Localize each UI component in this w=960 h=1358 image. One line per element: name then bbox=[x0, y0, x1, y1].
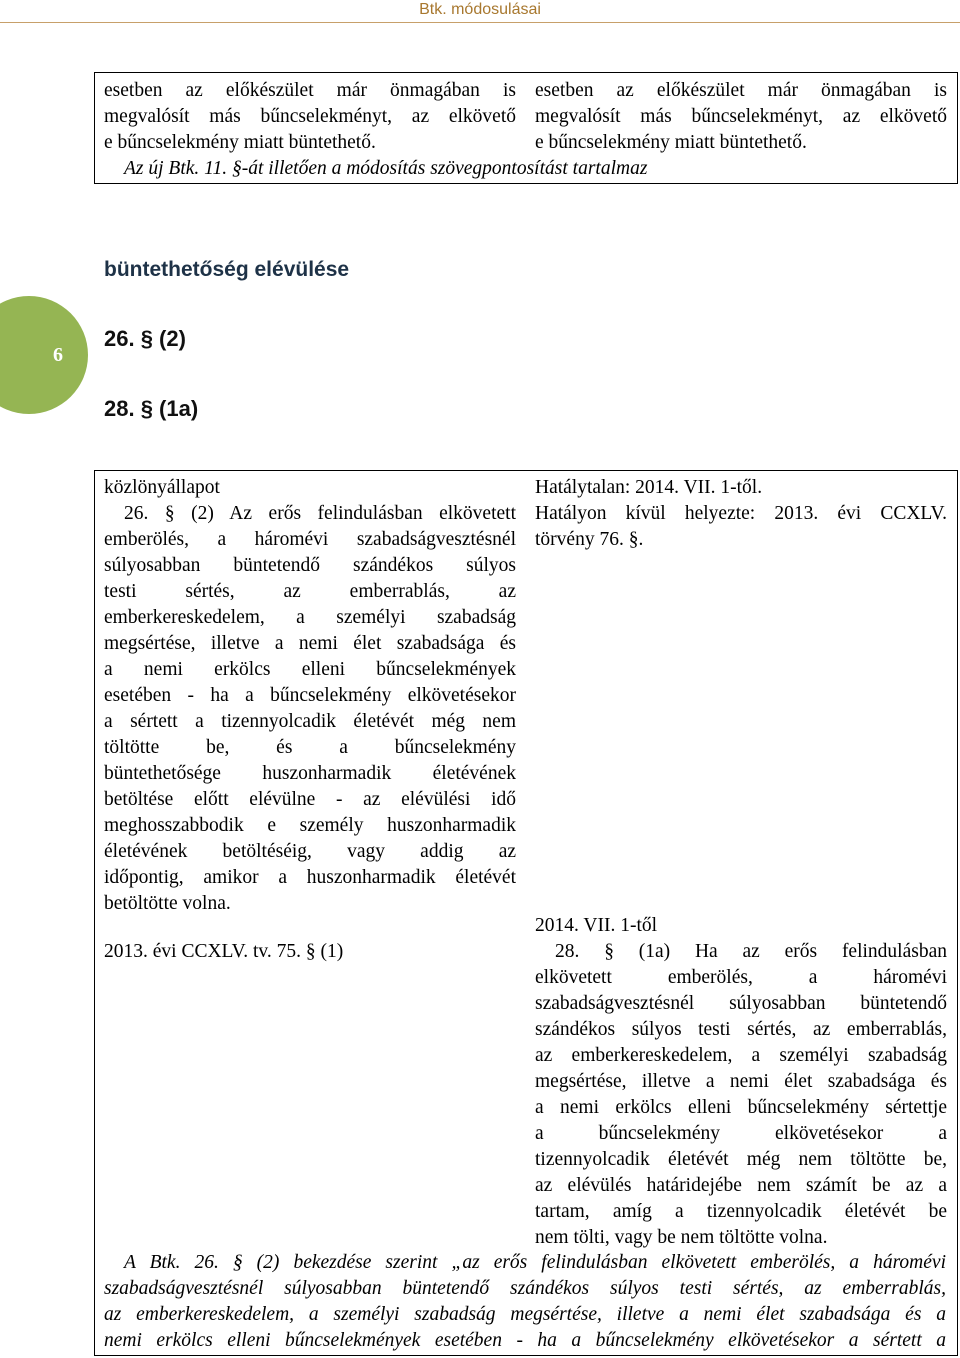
text-line: szabadságvesztésnél súlyosabban büntetendő bbox=[535, 993, 947, 1014]
text-line: a nemi erkölcs elleni bűncselekmények bbox=[104, 659, 516, 680]
text-line: megsértése, illetve a nemi élet szabadsága és bbox=[535, 1071, 947, 1092]
text-line: nem tölti, vagy be nem töltötte volna. bbox=[535, 1227, 828, 1248]
text-line: 28. § (1a) Ha az erős felindulásban bbox=[555, 941, 947, 962]
old-law-label: közlönyállapot bbox=[104, 477, 220, 498]
text-line: töltötte be, és a bűncselekmény bbox=[104, 737, 516, 758]
text-line: meghosszabbodik e személy huszonharmadik bbox=[104, 815, 516, 836]
commentary-note bbox=[104, 1250, 946, 1354]
section-ref-28: 28. § (1a) bbox=[104, 396, 199, 421]
text-line: az emberkereskedelem, a személyi szabadság megsértése, illetve a nemi élet szabadsága és a bbox=[104, 1304, 946, 1325]
text-line: emberölés, a háromévi szabadságvesztésnél bbox=[104, 529, 516, 550]
text-line: szándékos súlyos testi sértés, az emberrablás, bbox=[535, 1019, 947, 1040]
text-line: a sértett a tizennyolcadik életévét még nem bbox=[104, 711, 516, 732]
text-line: szabadságvesztésnél súlyosabban büntetendő szándékos súlyos testi sértés, az emberrablás, bbox=[104, 1278, 946, 1299]
section-title: büntethetőség elévülése bbox=[104, 258, 350, 281]
new-text-column bbox=[535, 78, 947, 156]
text-line: súlyosabban büntetendő szándékos súlyos bbox=[104, 555, 516, 576]
old-text-column bbox=[104, 78, 516, 156]
text-line: e bűncselekmény miatt büntethető. bbox=[535, 132, 807, 153]
text-line: az elévülés határidejébe nem számít be az a bbox=[535, 1175, 947, 1196]
repeal-text bbox=[535, 501, 947, 553]
old-law-text bbox=[104, 501, 516, 917]
text-line: az emberkereskedelem, a személyi szabadság bbox=[535, 1045, 947, 1066]
text-line: a bűncselekmény elkövetésekor a bbox=[535, 1123, 947, 1144]
text-line: esetében - ha a bűncselekmény elkövetésekor bbox=[104, 685, 516, 706]
text-line: tartam, amíg a tizennyolcadik életévét be bbox=[535, 1201, 947, 1222]
header-divider bbox=[0, 22, 960, 23]
text-line: időpontig, amikor a huszonharmadik életévét bbox=[104, 867, 516, 888]
text-line: megvalósít más bűncselekményt, az elkövető bbox=[535, 106, 947, 127]
amending-act-ref: 2013. évi CCXLV. tv. 75. § (1) bbox=[104, 941, 344, 962]
text-line: 26. § (2) Az erős felindulásban elkövetett bbox=[124, 503, 516, 524]
status-text: Hatálytalan: 2014. VII. 1-től. bbox=[535, 477, 763, 498]
effective-date: 2014. VII. 1-től bbox=[535, 915, 658, 936]
new-law-text bbox=[535, 939, 947, 1251]
text-line: Hatályon kívül helyezte: 2013. évi CCXLV. bbox=[535, 503, 947, 524]
page-header-title: Btk. módosulásai bbox=[419, 1, 541, 18]
text-line: tizennyolcadik életévét még nem töltötte be, bbox=[535, 1149, 947, 1170]
text-line: esetben az előkészület már önmagában is bbox=[535, 80, 947, 101]
amendment-note: Az új Btk. 11. §-át illetően a módosítás szövegpontosítást tartalmaz bbox=[124, 158, 648, 179]
page-number-badge: 6 bbox=[0, 296, 88, 414]
text-line: törvény 76. §. bbox=[535, 529, 644, 550]
text-line: megvalósít más bűncselekményt, az elkövető bbox=[104, 106, 516, 127]
text-line: testi sértés, az emberrablás, az bbox=[104, 581, 516, 602]
text-line: betöltötte volna. bbox=[104, 893, 231, 914]
text-line: e bűncselekmény miatt büntethető. bbox=[104, 132, 376, 153]
text-line: elkövetett emberölés, a háromévi bbox=[535, 967, 947, 988]
text-line: a nemi erkölcs elleni bűncselekmény sértettje bbox=[535, 1097, 947, 1118]
text-line: megsértése, illetve a nemi élet szabadsága és bbox=[104, 633, 516, 654]
text-line: betöltése előtt elévülne - az elévülési idő bbox=[104, 789, 516, 810]
text-line: életévének betöltéséig, vagy addig az bbox=[104, 841, 516, 862]
text-line: büntethetősége huszonharmadik életévének bbox=[104, 763, 516, 784]
text-line: emberkereskedelem, a személyi szabadság bbox=[104, 607, 516, 628]
text-line: A Btk. 26. § (2) bekezdése szerint „az erős felindulásban elkövetett emberölés, a háromévi bbox=[124, 1252, 946, 1273]
text-line: nemi erkölcs elleni bűncselekmények esetében - ha a bűncselekmény elkövetésekor a sértett a bbox=[104, 1330, 946, 1351]
text-line: esetben az előkészület már önmagában is bbox=[104, 80, 516, 101]
section-ref-26: 26. § (2) bbox=[104, 326, 186, 351]
